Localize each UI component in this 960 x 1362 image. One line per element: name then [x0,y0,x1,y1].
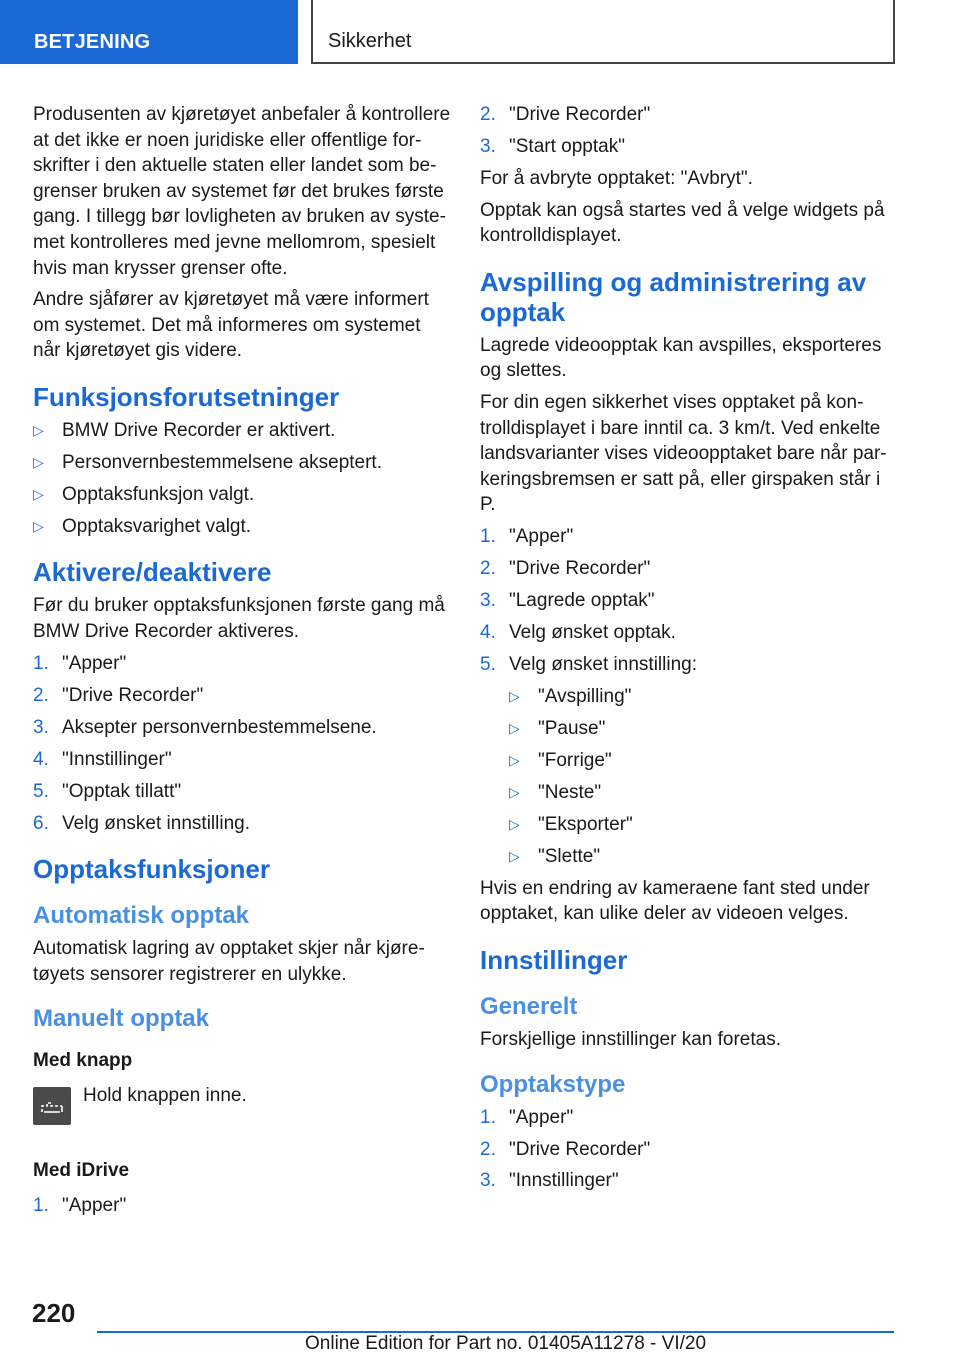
list-item: ▷ "Eksporter" [509,812,900,838]
footer-edition: Online Edition for Part no. 01405A11278 - VI/20 [305,1333,707,1354]
automatic-recording-text: Automatisk lagring av opptaket skjer når kjøretøyets sensorer registrerer en ulykke. [33,938,425,985]
list-item: 2. "Drive Recorder" [480,104,651,125]
heading-playback: Avspilling og administrering av opptak [480,266,867,327]
triangle-bullet-icon: ▷ [509,687,520,704]
general-text: Forskjellige innstillinger kan foretas. [480,1028,781,1050]
triangle-bullet-icon: ▷ [33,453,44,470]
list-item: 5. "Opptak tillatt" [33,780,182,802]
button-instruction [33,1083,453,1143]
triangle-bullet-icon: ▷ [509,815,520,832]
list-item: 2. "Drive Recorder" [33,684,204,706]
heading-recording-type: Opptakstype [480,1070,626,1098]
camera-change-text: Hvis en endring av kameraene fant sted under opptaket, kan ulike deler av videoen velges. [480,877,870,925]
list-item: 3. "Lagrede opptak" [480,589,655,611]
heading-with-idrive: Med iDrive [33,1160,130,1182]
left-column [33,102,453,1225]
list-item: ▷ Opptaksfunksjon valgt. [33,482,453,508]
recording-type-steps [480,1105,900,1195]
triangle-bullet-icon: ▷ [509,783,520,800]
header-chapter-box [311,0,895,64]
idrive-steps-continued [480,102,900,160]
list-item: 3. Aksepter personvernbestemmelsene. [33,716,377,738]
list-item: 6. Velg ønsket innstilling. [33,812,250,834]
list-item: ▷ "Forrige" [509,748,900,774]
list-item: 4. Velg ønsket opptak. [480,621,676,643]
list-item: ▷ "Pause" [509,716,900,742]
heading-recording-functions: Opptaksfunksjoner [33,854,270,885]
playback-options [480,684,900,870]
right-column [480,102,900,1200]
triangle-bullet-icon: ▷ [33,421,44,438]
button-instruction-text: Hold knappen inne. [83,1085,247,1107]
list-item: 3. "Start opptak" [480,135,625,157]
page-number: 220 [32,1298,76,1328]
intro-paragraph-1: Produsenten av kjøretøyet anbefaler å kontrollere at det ikke er noen juridiske eller offentlige forskrifter i den aktuelle staten eller landet som begrenser bruken av systemet før det brukes første gang. I tillegg bør lovligheten av bruken av systemet kontrolleres med jevne mellomrom, spesielt hvis man krysser grenser ofte. [33,104,451,279]
playback-text-2: For din egen sikkerhet vises opptaket på kontrolldisplayet i bare inntil ca. 3 km/t. Ved enkelte landsvarianter vises videoopptaket bare når parkeringsbremsen er satt på, eller girspaken står i P. [480,391,887,516]
triangle-bullet-icon: ▷ [509,751,520,768]
list-item: 5. Velg ønsket innstilling: [480,653,697,675]
list-item: 2. "Drive Recorder" [480,557,651,579]
list-item: 1. "Apper" [33,652,127,674]
record-button-icon [33,1087,71,1125]
heading-general: Generelt [480,992,578,1020]
list-item: ▷ "Neste" [509,780,900,806]
heading-automatic-recording: Automatisk opptak [33,902,250,930]
cancel-text: For å avbryte opptaket: "Avbryt". [480,167,753,189]
triangle-bullet-icon: ▷ [509,719,520,736]
triangle-bullet-icon: ▷ [509,847,520,864]
list-item: ▷ Opptaksvarighet valgt. [33,514,453,540]
idrive-steps [33,1193,453,1219]
activate-steps [33,651,453,837]
heading-manual-recording: Manuelt opptak [33,1005,210,1033]
header-section-tab [0,0,298,64]
triangle-bullet-icon: ▷ [33,485,44,502]
list-item: ▷ "Avspilling" [509,684,900,710]
playback-text-1: Lagrede videoopptak kan avspilles, eksporteres og slettes. [480,334,882,382]
list-item: 4. "Innstillinger" [33,748,172,770]
activate-intro: Før du bruker opptaksfunksjonen første gang må BMW Drive Recorder aktiveres. [33,595,445,643]
heading-prerequisites: Funksjonsforutsetninger [33,381,340,412]
list-item: 2. "Drive Recorder" [480,1138,651,1160]
list-item: 1. "Apper" [480,525,574,547]
list-item: ▷ "Slette" [509,844,900,870]
prerequisites-list [33,418,453,540]
heading-with-button: Med knapp [33,1050,133,1072]
header-section-label: BETJENING [34,31,151,53]
triangle-bullet-icon: ▷ [33,517,44,534]
heading-settings: Innstillinger [480,944,628,975]
heading-activate: Aktivere/deaktivere [33,557,272,588]
intro-paragraph-2: Andre sjåfører av kjøretøyet må være informert om systemet. Det må informeres om systemet når kjøretøyet gis videre. [33,289,429,362]
widget-text: Opptak kan også startes ved å velge widgets på kontrolldisplayet. [480,199,885,247]
list-item: ▷ Personvernbestemmelsene akseptert. [33,450,453,476]
header-chapter-label: Sikkerhet [328,30,412,52]
list-item: 1. "Apper" [33,1195,127,1217]
list-item: 1. "Apper" [480,1106,574,1128]
list-item: 3. "Innstillinger" [480,1170,619,1192]
list-item: ▷ BMW Drive Recorder er aktivert. [33,418,453,444]
playback-steps [480,524,900,678]
